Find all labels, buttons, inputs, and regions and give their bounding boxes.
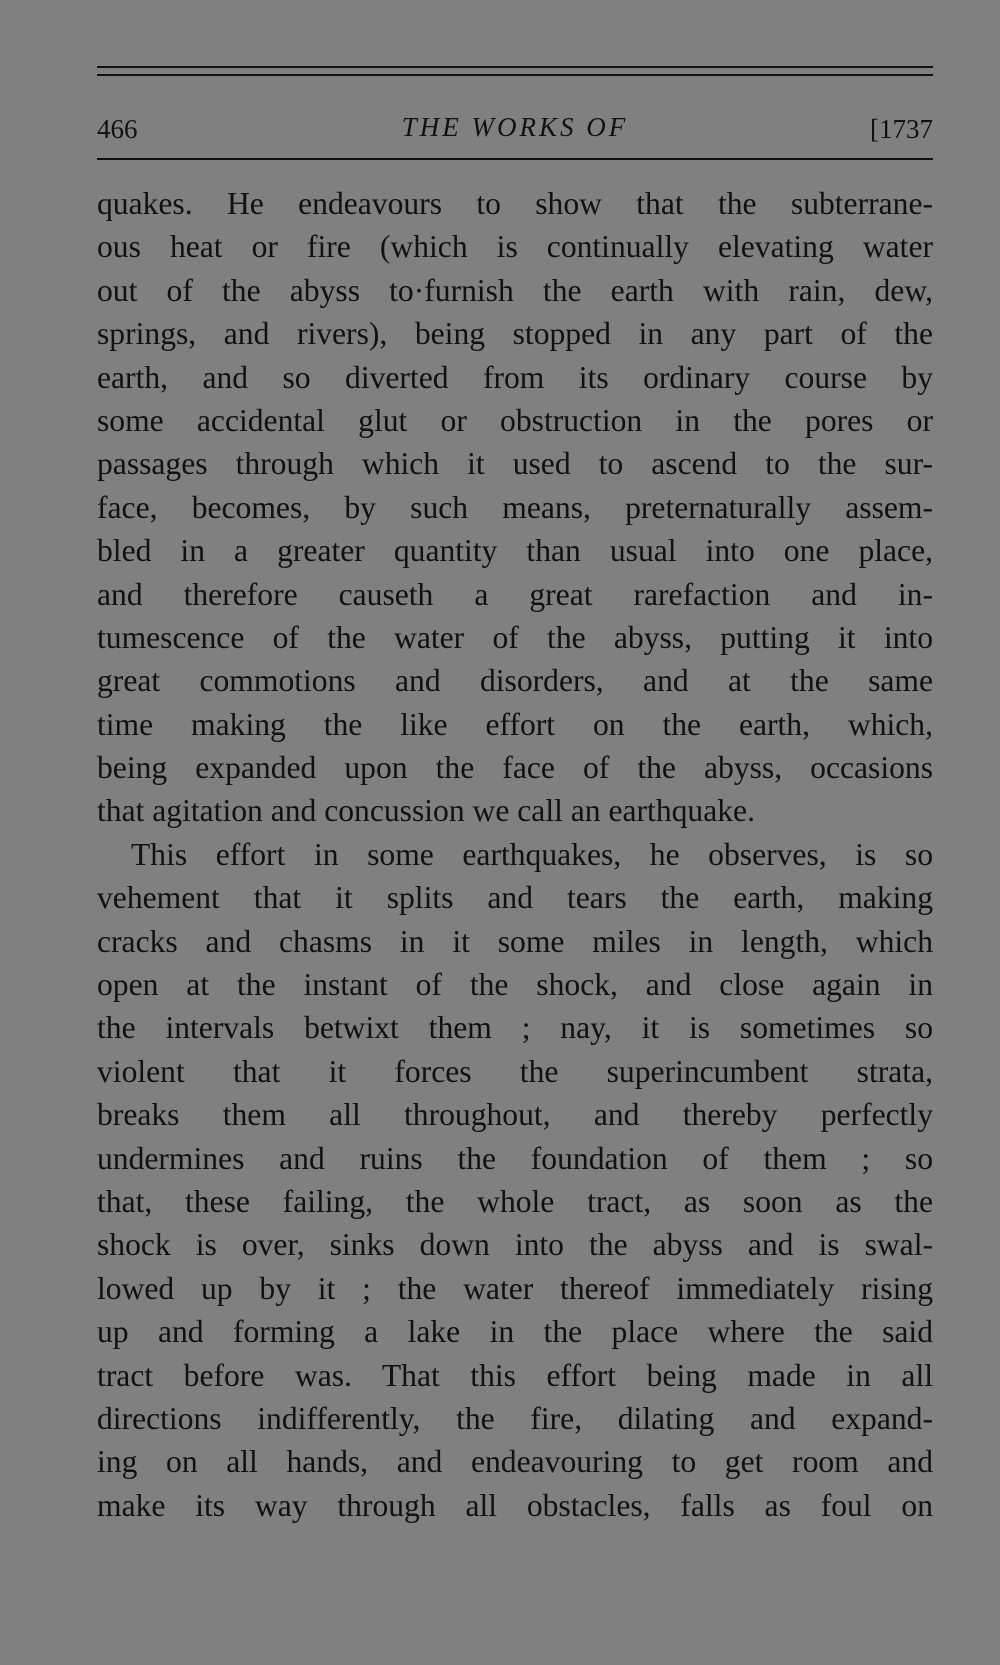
text-line: that agitation and concussion we call an earthquake. xyxy=(97,793,755,829)
text-line: undermines and ruins the foundation of them ; so xyxy=(97,1140,933,1176)
text-line: out of the abyss to·furnish the earth with rain, dew, xyxy=(97,272,933,308)
book-page xyxy=(97,66,933,1527)
text-line: up and forming a lake in the place where the said xyxy=(97,1314,933,1350)
text-line: tumescence of the water of the abyss, putting it into xyxy=(97,619,933,655)
text-line: that, these failing, the whole tract, as soon as the xyxy=(97,1183,933,1219)
body-text xyxy=(97,182,933,1527)
text-line: and therefore causeth a great rarefaction and in- xyxy=(97,576,933,612)
text-line: quakes. He endeavours to show that the subterrane- xyxy=(97,186,933,221)
text-line: tract before was. That this effort being made in all xyxy=(97,1357,933,1393)
text-line: ing on all hands, and endeavouring to get room and xyxy=(97,1444,933,1480)
top-rule xyxy=(97,66,933,68)
text-line: great commotions and disorders, and at the same xyxy=(97,663,933,699)
running-head xyxy=(97,76,933,144)
text-line: being expanded upon the face of the abyss, occasions xyxy=(97,750,933,786)
text-line: some accidental glut or obstruction in the pores or xyxy=(97,402,933,438)
text-line: open at the instant of the shock, and close again in xyxy=(97,967,933,1003)
text-line: face, becomes, by such means, preternaturally assem- xyxy=(97,489,933,525)
text-line: lowed up by it ; the water thereof immediately rising xyxy=(97,1270,933,1306)
page-number: 466 xyxy=(97,114,138,144)
text-line: make its way through all obstacles, falls as foul on xyxy=(97,1487,933,1523)
text-line: springs, and rivers), being stopped in any part of the xyxy=(97,316,933,352)
text-line: breaks them all throughout, and thereby perfectly xyxy=(97,1097,933,1133)
text-line: the intervals betwixt them ; nay, it is sometimes so xyxy=(97,1010,933,1046)
text-line: earth, and so diverted from its ordinary course by xyxy=(97,359,933,395)
text-line: cracks and chasms in it some miles in length, which xyxy=(97,923,933,959)
text-line: passages through which it used to ascend to the sur- xyxy=(97,446,933,482)
year-marker: [1737 xyxy=(870,114,933,144)
text-line: violent that it forces the superincumbent strata, xyxy=(97,1053,933,1089)
text-line: vehement that it splits and tears the earth, making xyxy=(97,880,933,916)
text-line: bled in a greater quantity than usual into one place, xyxy=(97,533,933,569)
text-line: shock is over, sinks down into the abyss and is swal- xyxy=(97,1227,933,1263)
header-rule xyxy=(97,158,933,160)
running-title: THE WORKS OF xyxy=(401,112,629,142)
text-line: This effort in some earthquakes, he observes, is so xyxy=(131,836,933,872)
text-line: time making the like effort on the earth, which, xyxy=(97,706,933,742)
text-line: directions indifferently, the fire, dilating and expand- xyxy=(97,1400,933,1436)
text-line: ous heat or fire (which is continually elevating water xyxy=(97,229,933,265)
